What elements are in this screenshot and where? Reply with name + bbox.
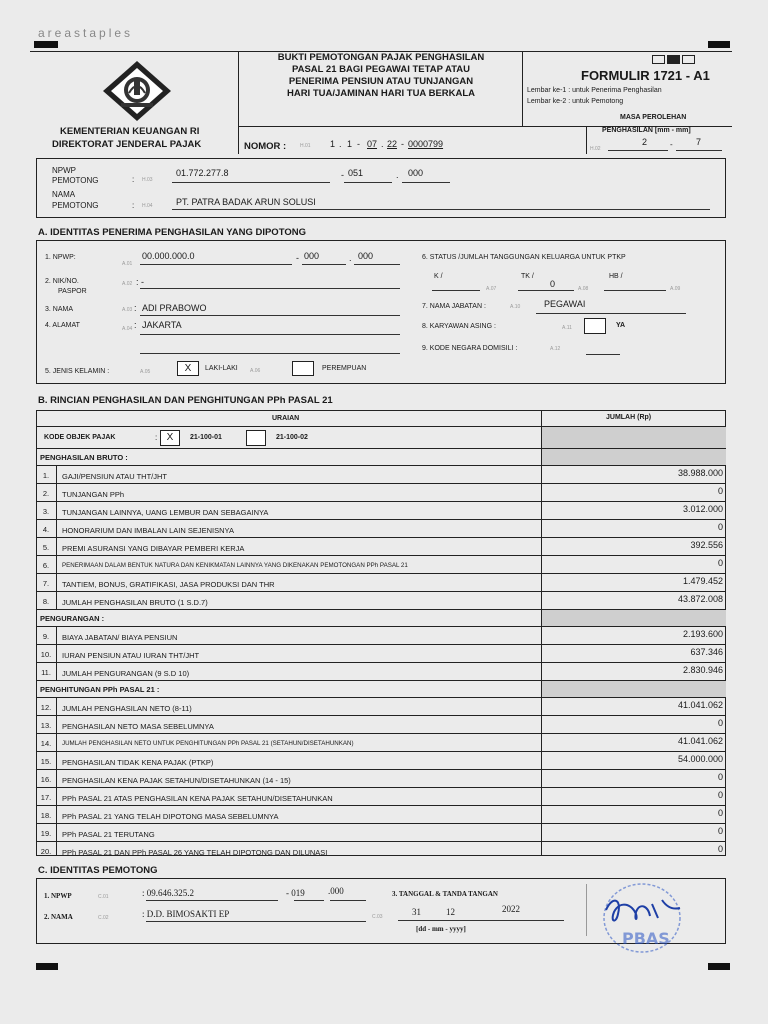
a-npwp-label: 1. NPWP:	[45, 254, 76, 261]
djp-logo	[101, 59, 173, 123]
header-divider	[238, 51, 239, 154]
table-row	[36, 465, 726, 483]
nama-pemotong-value: PT. PATRA BADAK ARUN SOLUSI	[176, 197, 316, 207]
row-amount: 0	[717, 486, 723, 496]
kode-objek-label: KODE OBJEK PAJAK	[44, 434, 116, 441]
npwp-pemotong-sep: :	[132, 175, 135, 184]
c-npwp-main: : 09.646.325.2	[142, 888, 195, 898]
row-amount: 43.872.008	[677, 594, 723, 604]
a-alamat-sep: :	[134, 320, 137, 330]
bruto-section-row	[36, 448, 726, 465]
a-nik-code: A.02	[122, 281, 133, 287]
penghitungan-section-row	[36, 680, 726, 697]
row-label: PPh PASAL 21 DAN PPh PASAL 26 YANG TELAH DIPOTONG DAN DILUNASI	[62, 848, 328, 857]
nomor-dot: .	[381, 139, 384, 149]
document-title	[240, 52, 522, 100]
table-row	[36, 591, 726, 609]
registration-mark	[36, 963, 58, 970]
row-label: IURAN PENSIUN ATAU IURAN THT/JHT	[62, 651, 200, 660]
c-date-dd: 31	[412, 907, 421, 917]
signature-stamp	[592, 878, 702, 958]
a-tk-code: A.08	[578, 286, 589, 292]
masa-from-line	[608, 150, 668, 151]
npwp-pemotong-end-line	[402, 182, 450, 183]
row-label: JUMLAH PENGURANGAN (9 S.D 10)	[62, 669, 190, 678]
c-npwp-code: C.01	[98, 894, 109, 900]
row-number: 20.	[40, 847, 52, 856]
table-row	[36, 841, 726, 856]
a-npwp-dash: -	[296, 253, 299, 263]
registration-mark	[708, 41, 730, 48]
a-negara-label: 9. KODE NEGARA DOMISILI :	[422, 345, 518, 352]
nomor-label: NOMOR :	[244, 141, 287, 152]
row-label: PPh PASAL 21 ATAS PENGHASILAN KENA PAJAK SETAHUN/DISETAHUNKAN	[62, 794, 333, 803]
row-amount: 0	[717, 808, 723, 818]
a-k-line	[432, 290, 480, 291]
row-number: 11.	[41, 668, 51, 677]
npwp-pemotong-code: H.03	[142, 177, 153, 183]
a-hb-line	[604, 290, 666, 291]
masa-from: 2	[642, 137, 648, 147]
signature-divider	[586, 884, 587, 936]
c-npwp-end-line	[330, 900, 366, 901]
nomor-part3: 07	[367, 139, 378, 149]
a-nik-label1: 2. NIK/NO.	[45, 278, 79, 285]
masa-sep: -	[670, 140, 673, 149]
row-label: TUNJANGAN PPh	[62, 490, 125, 499]
sheet2-note: Lembar ke-2 : untuk Pemotong	[527, 98, 624, 105]
a-jabatan-label: 7. NAMA JABATAN :	[422, 303, 486, 310]
row-label: PPh PASAL 21 TERUTANG	[62, 830, 155, 839]
row-label: BIAYA JABATAN/ BIAYA PENSIUN	[62, 633, 178, 642]
nomor-code: H.01	[300, 143, 311, 149]
row-amount: 637.346	[690, 647, 723, 657]
row-number: 18.	[40, 811, 52, 820]
a-alamat-code: A.04	[122, 326, 133, 332]
title-line: PENERIMA PENSIUN ATAU TUNJANGAN	[288, 76, 474, 87]
col-jumlah: JUMLAH (Rp)	[606, 414, 652, 421]
nama-pemotong-code: H.04	[142, 203, 153, 209]
masa-code: H.02	[590, 146, 601, 152]
a-asing-code: A.11	[562, 325, 572, 331]
nama-pemotong-label1: NAMA	[52, 190, 76, 199]
kode-21-100-02: 21-100-02	[276, 434, 308, 441]
row-number: 14.	[40, 739, 52, 748]
npwp-pemotong-mid: 051	[348, 168, 364, 178]
masa-to: 7	[696, 137, 702, 147]
table-row	[36, 644, 726, 662]
nomor-part1: 1	[330, 139, 336, 149]
masa-to-line	[676, 150, 722, 151]
pengurangan-title: PENGURANGAN :	[40, 614, 105, 623]
a-jabatan-line	[536, 313, 686, 314]
table-row	[36, 626, 726, 644]
a-npwp-line	[140, 264, 292, 265]
row-label: JUMLAH PENGHASILAN NETO (8-11)	[62, 704, 192, 713]
a-nama-line	[140, 315, 400, 316]
a-negara-code: A.12	[550, 346, 561, 352]
a-asing-label: 8. KARYAWAN ASING :	[422, 323, 496, 330]
ministry-line1: KEMENTERIAN KEUANGAN RI	[60, 126, 200, 137]
a-nik-value: : -	[136, 277, 144, 287]
title-line: BUKTI PEMOTONGAN PAJAK PENGHASILAN	[277, 52, 485, 63]
a-k-code: A.07	[486, 286, 497, 292]
row-amount: 0	[717, 522, 723, 532]
section-c-title: C. IDENTITAS PEMOTONG	[38, 865, 158, 876]
row-label: PENGHASILAN KENA PAJAK SETAHUN/DISETAHUNKAN (14 - 15)	[62, 776, 291, 785]
watermark-text: areastaples	[38, 26, 134, 40]
c-ttd-label: 3. TANGGAL & TANDA TANGAN	[392, 890, 498, 898]
a-kelamin-label: 5. JENIS KELAMIN :	[45, 368, 110, 375]
row-label: PPh PASAL 21 YANG TELAH DIPOTONG MASA SEBELUMNYA	[62, 812, 279, 821]
c-date-code: C.03	[372, 914, 383, 920]
row-amount: 0	[717, 844, 723, 854]
pengurangan-section-row	[36, 609, 726, 626]
npwp-pemotong-end: 000	[408, 168, 424, 178]
laki-laki-code: A.06	[250, 368, 261, 374]
a-npwp-end-line	[354, 264, 400, 265]
a-npwp-main: 00.000.000.0	[142, 251, 195, 261]
nomor-part2: 1	[347, 139, 353, 149]
a-hb-label: HB /	[609, 273, 623, 280]
a-tk-value: 0	[550, 279, 556, 289]
registration-mark	[708, 963, 730, 970]
table-row	[36, 787, 726, 805]
a-nama-code: A.03	[122, 307, 133, 313]
row-number: 9.	[42, 632, 50, 641]
table-row	[36, 555, 726, 573]
penghitungan-title: PENGHITUNGAN PPh PASAL 21 :	[40, 685, 160, 694]
row-amount: 41.041.062	[677, 700, 723, 710]
row-label: JUMLAH PENGHASILAN BRUTO (1 S.D.7)	[62, 598, 208, 607]
a-alamat-label: 4. ALAMAT	[45, 322, 80, 329]
row-label: PENGHASILAN TIDAK KENA PAJAK (PTKP)	[62, 758, 214, 767]
row-number: 4.	[42, 525, 50, 534]
npwp-pemotong-mid-line	[344, 182, 392, 183]
row-label: PENERIMAAN DALAM BENTUK NATURA DAN KENIKMATAN LAINNYA YANG DIKENAKAN PEMOTONGAN PPh PASAL 21	[62, 562, 408, 569]
c-npwp-end: .000	[328, 886, 344, 896]
a-kelamin-code: A.05	[140, 369, 151, 375]
col-uraian: URAIAN	[272, 415, 300, 422]
section-a-title: A. IDENTITAS PENERIMA PENGHASILAN YANG DIPOTONG	[38, 227, 306, 238]
table-row	[36, 715, 726, 733]
row-number: 17.	[40, 793, 52, 802]
row-number: 2.	[42, 489, 50, 498]
a-npwp-end: 000	[358, 251, 374, 261]
row-amount: 38.988.000	[677, 468, 723, 478]
row-number: 15.	[40, 757, 52, 766]
npwp-pemotong-dot: .	[396, 170, 399, 180]
a-hb-code: A.09	[670, 286, 681, 292]
nomor-part4: 22	[387, 139, 398, 149]
c-date-mm: 12	[446, 907, 455, 917]
section-b-title: B. RINCIAN PENGHASILAN DAN PENGHITUNGAN PPh PASAL 21	[38, 395, 333, 406]
row-amount: 2.193.600	[682, 629, 723, 639]
npwp-pemotong-label2: PEMOTONG	[52, 176, 99, 185]
title-line: HARI TUA/JAMINAN HARI TUA BERKALA	[286, 88, 476, 99]
npwp-pemotong-main: 01.772.277.8	[176, 168, 229, 178]
row-number: 16.	[40, 775, 52, 784]
a-jabatan-value: PEGAWAI	[544, 299, 586, 309]
row-number: 8.	[42, 597, 50, 606]
row-number: 1.	[42, 471, 50, 480]
laki-laki-checkbox[interactable]: X	[177, 361, 199, 376]
c-npwp-mid: - 019	[286, 888, 305, 898]
row-number: 12.	[40, 703, 52, 712]
kode-21-100-01: 21-100-01	[190, 434, 222, 441]
c-nama-label: 2. NAMA	[44, 913, 73, 921]
masa-label2: PENGHASILAN [mm - mm]	[602, 127, 691, 134]
table-row	[36, 537, 726, 555]
a-asing-ya: YA	[616, 322, 626, 329]
nama-pemotong-line	[172, 209, 710, 210]
c-nama-value: : D.D. BIMOSAKTI EP	[142, 909, 230, 919]
nomor-dash: -	[401, 139, 404, 149]
form-name: FORMULIR 1721 - A1	[581, 68, 710, 83]
a-k-label: K /	[434, 273, 443, 280]
a-npwp-dot: .	[349, 253, 352, 263]
a-alamat-value: JAKARTA	[142, 320, 182, 330]
a-alamat-line2	[140, 353, 400, 354]
row-label: PREMI ASURANSI YANG DIBAYAR PEMBERI KERJA	[62, 544, 245, 553]
c-npwp-mid-line	[294, 900, 324, 901]
row-amount: 0	[717, 718, 723, 728]
title-line: PASAL 21 BAGI PEGAWAI TETAP ATAU	[291, 64, 471, 75]
laki-laki-label: LAKI-LAKI	[205, 365, 238, 372]
sheet1-note: Lembar ke-1 : untuk Penerima Penghasilan	[527, 87, 662, 94]
row-label: TANTIEM, BONUS, GRATIFIKASI, JASA PRODUKSI DAN THR	[62, 580, 275, 589]
row-amount: 0	[717, 826, 723, 836]
table-row	[36, 823, 726, 841]
table-row	[36, 573, 726, 591]
ministry-line2: DIREKTORAT JENDERAL PAJAK	[52, 139, 202, 150]
header-divider	[586, 126, 587, 154]
a-alamat-line	[140, 334, 400, 335]
kode-21-100-02-checkbox[interactable]	[246, 430, 266, 446]
row-amount: 1.479.452	[682, 576, 723, 586]
table-row	[36, 697, 726, 715]
form-boxes	[652, 55, 695, 66]
nomor-dot: .	[339, 139, 342, 149]
c-date-line	[398, 920, 564, 921]
kode-objek-sep: :	[155, 433, 158, 442]
row-amount: 41.041.062	[677, 736, 723, 746]
table-header-row	[36, 410, 726, 426]
svg-text:PBAS: PBAS	[622, 929, 670, 948]
table-row	[36, 769, 726, 787]
kode-objek-row	[36, 426, 726, 448]
header-divider	[522, 51, 523, 126]
table-row	[36, 662, 726, 680]
row-number: 3.	[42, 507, 50, 516]
npwp-pemotong-line	[172, 182, 330, 183]
npwp-pemotong-label1: NPWP	[52, 166, 76, 175]
a-npwp-mid-line	[302, 264, 346, 265]
table-row	[36, 483, 726, 501]
row-amount: 54.000.000	[677, 754, 723, 764]
row-amount: 3.012.000	[682, 504, 723, 514]
perempuan-checkbox[interactable]	[292, 361, 314, 376]
c-nama-code: C.02	[98, 915, 109, 921]
bruto-title: PENGHASILAN BRUTO :	[40, 453, 128, 462]
row-number: 5.	[42, 543, 50, 552]
row-label: HONORARIUM DAN IMBALAN LAIN SEJENISNYA	[62, 526, 234, 535]
a-nama-value: ADI PRABOWO	[142, 303, 207, 313]
row-amount: 392.556	[690, 540, 723, 550]
row-label: TUNJANGAN LAINNYA, UANG LEMBUR DAN SEBAGAINYA	[62, 508, 269, 517]
a-negara-line	[586, 354, 620, 355]
a-jabatan-code: A.10	[510, 304, 521, 310]
nama-pemotong-label2: PEMOTONG	[52, 201, 99, 210]
a-nik-label2: PASPOR	[58, 288, 87, 295]
c-nama-line	[146, 921, 366, 922]
section-a-box	[36, 240, 726, 384]
c-npwp-line	[146, 900, 278, 901]
a-nama-label: 3. NAMA	[45, 306, 74, 313]
row-amount: 0	[717, 790, 723, 800]
table-row	[36, 733, 726, 751]
kode-21-100-01-checkbox[interactable]: X	[160, 430, 180, 446]
c-date-yyyy: 2022	[502, 904, 520, 914]
a-tk-line	[518, 290, 574, 291]
nama-pemotong-sep: :	[132, 201, 135, 210]
a-nama-sep: :	[134, 303, 137, 313]
c-date-format: [dd - mm - yyyy]	[416, 925, 466, 933]
row-number: 6.	[42, 561, 50, 570]
a-npwp-mid: 000	[304, 251, 320, 261]
row-number: 7.	[42, 579, 50, 588]
perempuan-label: PEREMPUAN	[322, 365, 367, 372]
row-number: 10.	[40, 650, 52, 659]
a-tk-label: TK /	[521, 273, 534, 280]
nomor-part5: 0000799	[408, 139, 444, 149]
row-number: 19.	[40, 829, 52, 838]
karyawan-asing-checkbox[interactable]	[584, 318, 606, 334]
table-row	[36, 501, 726, 519]
nomor-dash: -	[357, 139, 360, 149]
a-npwp-code: A.01	[122, 261, 133, 267]
row-number: 13.	[40, 721, 52, 730]
row-amount: 0	[717, 558, 723, 568]
table-row	[36, 751, 726, 769]
registration-mark	[34, 41, 58, 48]
masa-label1: MASA PEROLEHAN	[620, 114, 687, 121]
row-label: JUMLAH PENGHASILAN NETO UNTUK PENGHITUNGAN PPh PASAL 21 (SETAHUN/DISETAHUNKAN)	[62, 740, 354, 747]
row-label: PENGHASILAN NETO MASA SEBELUMNYA	[62, 722, 214, 731]
table-row	[36, 805, 726, 823]
row-label: GAJI/PENSIUN ATAU THT/JHT	[62, 472, 168, 481]
c-npwp-label: 1. NPWP	[44, 892, 72, 900]
a-nik-line	[140, 288, 400, 289]
a-status-label: 6. STATUS /JUMLAH TANGGUNGAN KELUARGA UNTUK PTKP	[422, 254, 626, 261]
row-amount: 2.830.946	[682, 665, 723, 675]
table-row	[36, 519, 726, 537]
npwp-pemotong-dash: -	[341, 170, 344, 180]
row-amount: 0	[717, 772, 723, 782]
